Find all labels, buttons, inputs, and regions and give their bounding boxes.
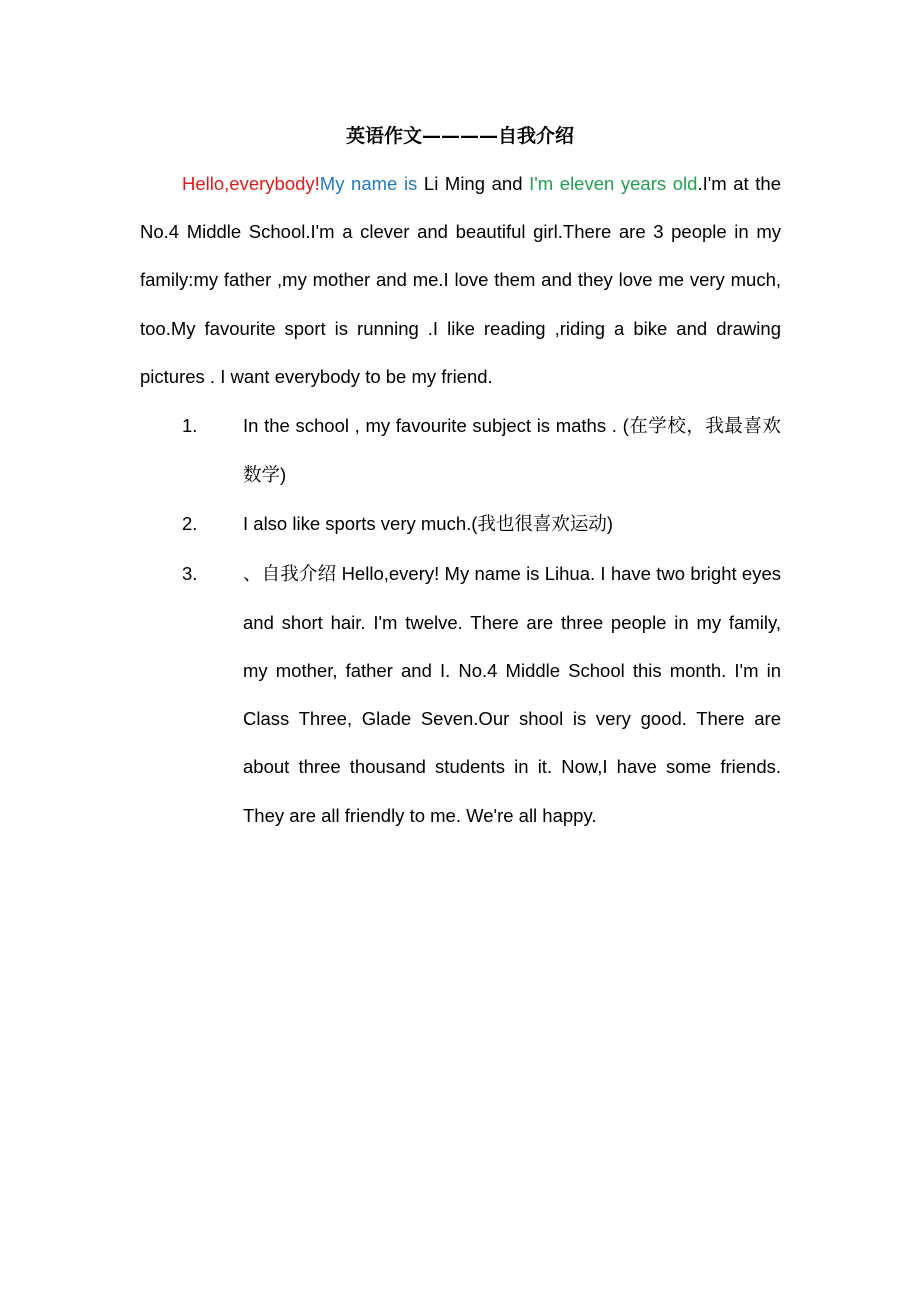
list-item [140, 402, 781, 500]
list-text-cn: 我也很喜欢运动 [477, 514, 607, 536]
list-text-en: I also like sports very much.( [243, 513, 478, 535]
intro-paragraph [140, 160, 781, 401]
numbered-list [140, 402, 781, 840]
list-item [140, 500, 781, 549]
greeting-text: Hello,everybody! [182, 173, 320, 194]
age-phrase: I'm eleven years old [529, 173, 698, 194]
list-number: 3. [182, 562, 198, 584]
document-title: 英语作文————自我介绍 [345, 125, 574, 147]
list-text-end: ) [606, 513, 614, 535]
list-text-en: In the school , my favourite subject is maths . ( [243, 415, 629, 436]
intro-name-text: Li Ming and [417, 173, 530, 194]
name-phrase: My name is [319, 173, 418, 194]
list-text-en: Hello,every! My name is Lihua. I have two bright eyes and short hair. I'm twelve. There are three people in my family, my mother, father and I. No.4 Middle School this month. I'm in Class Three, Glade Seven.Our shool is very good. There are about three thousand students in it. Now,I have some friends. They are all friendly to me. We're all happy. [243, 562, 781, 826]
list-item [140, 550, 781, 840]
list-text-end: ) [280, 464, 287, 486]
list-number: 2. [182, 513, 198, 535]
list-number: 1. [182, 415, 198, 436]
intro-rest-text: .I'm at the No.4 Middle School.I'm a clever and beautiful girl.There are 3 people in my family:my father ,my mother and me.I love them and they love me very much, too.My favourite sport is running .I like reading ,riding a bike and drawing pictures . I want everybody to be my friend. [140, 173, 782, 387]
list-text-cn: 、自我介绍 [243, 563, 337, 585]
list-text-cn: 在学校，我最喜欢数学 [243, 416, 781, 487]
